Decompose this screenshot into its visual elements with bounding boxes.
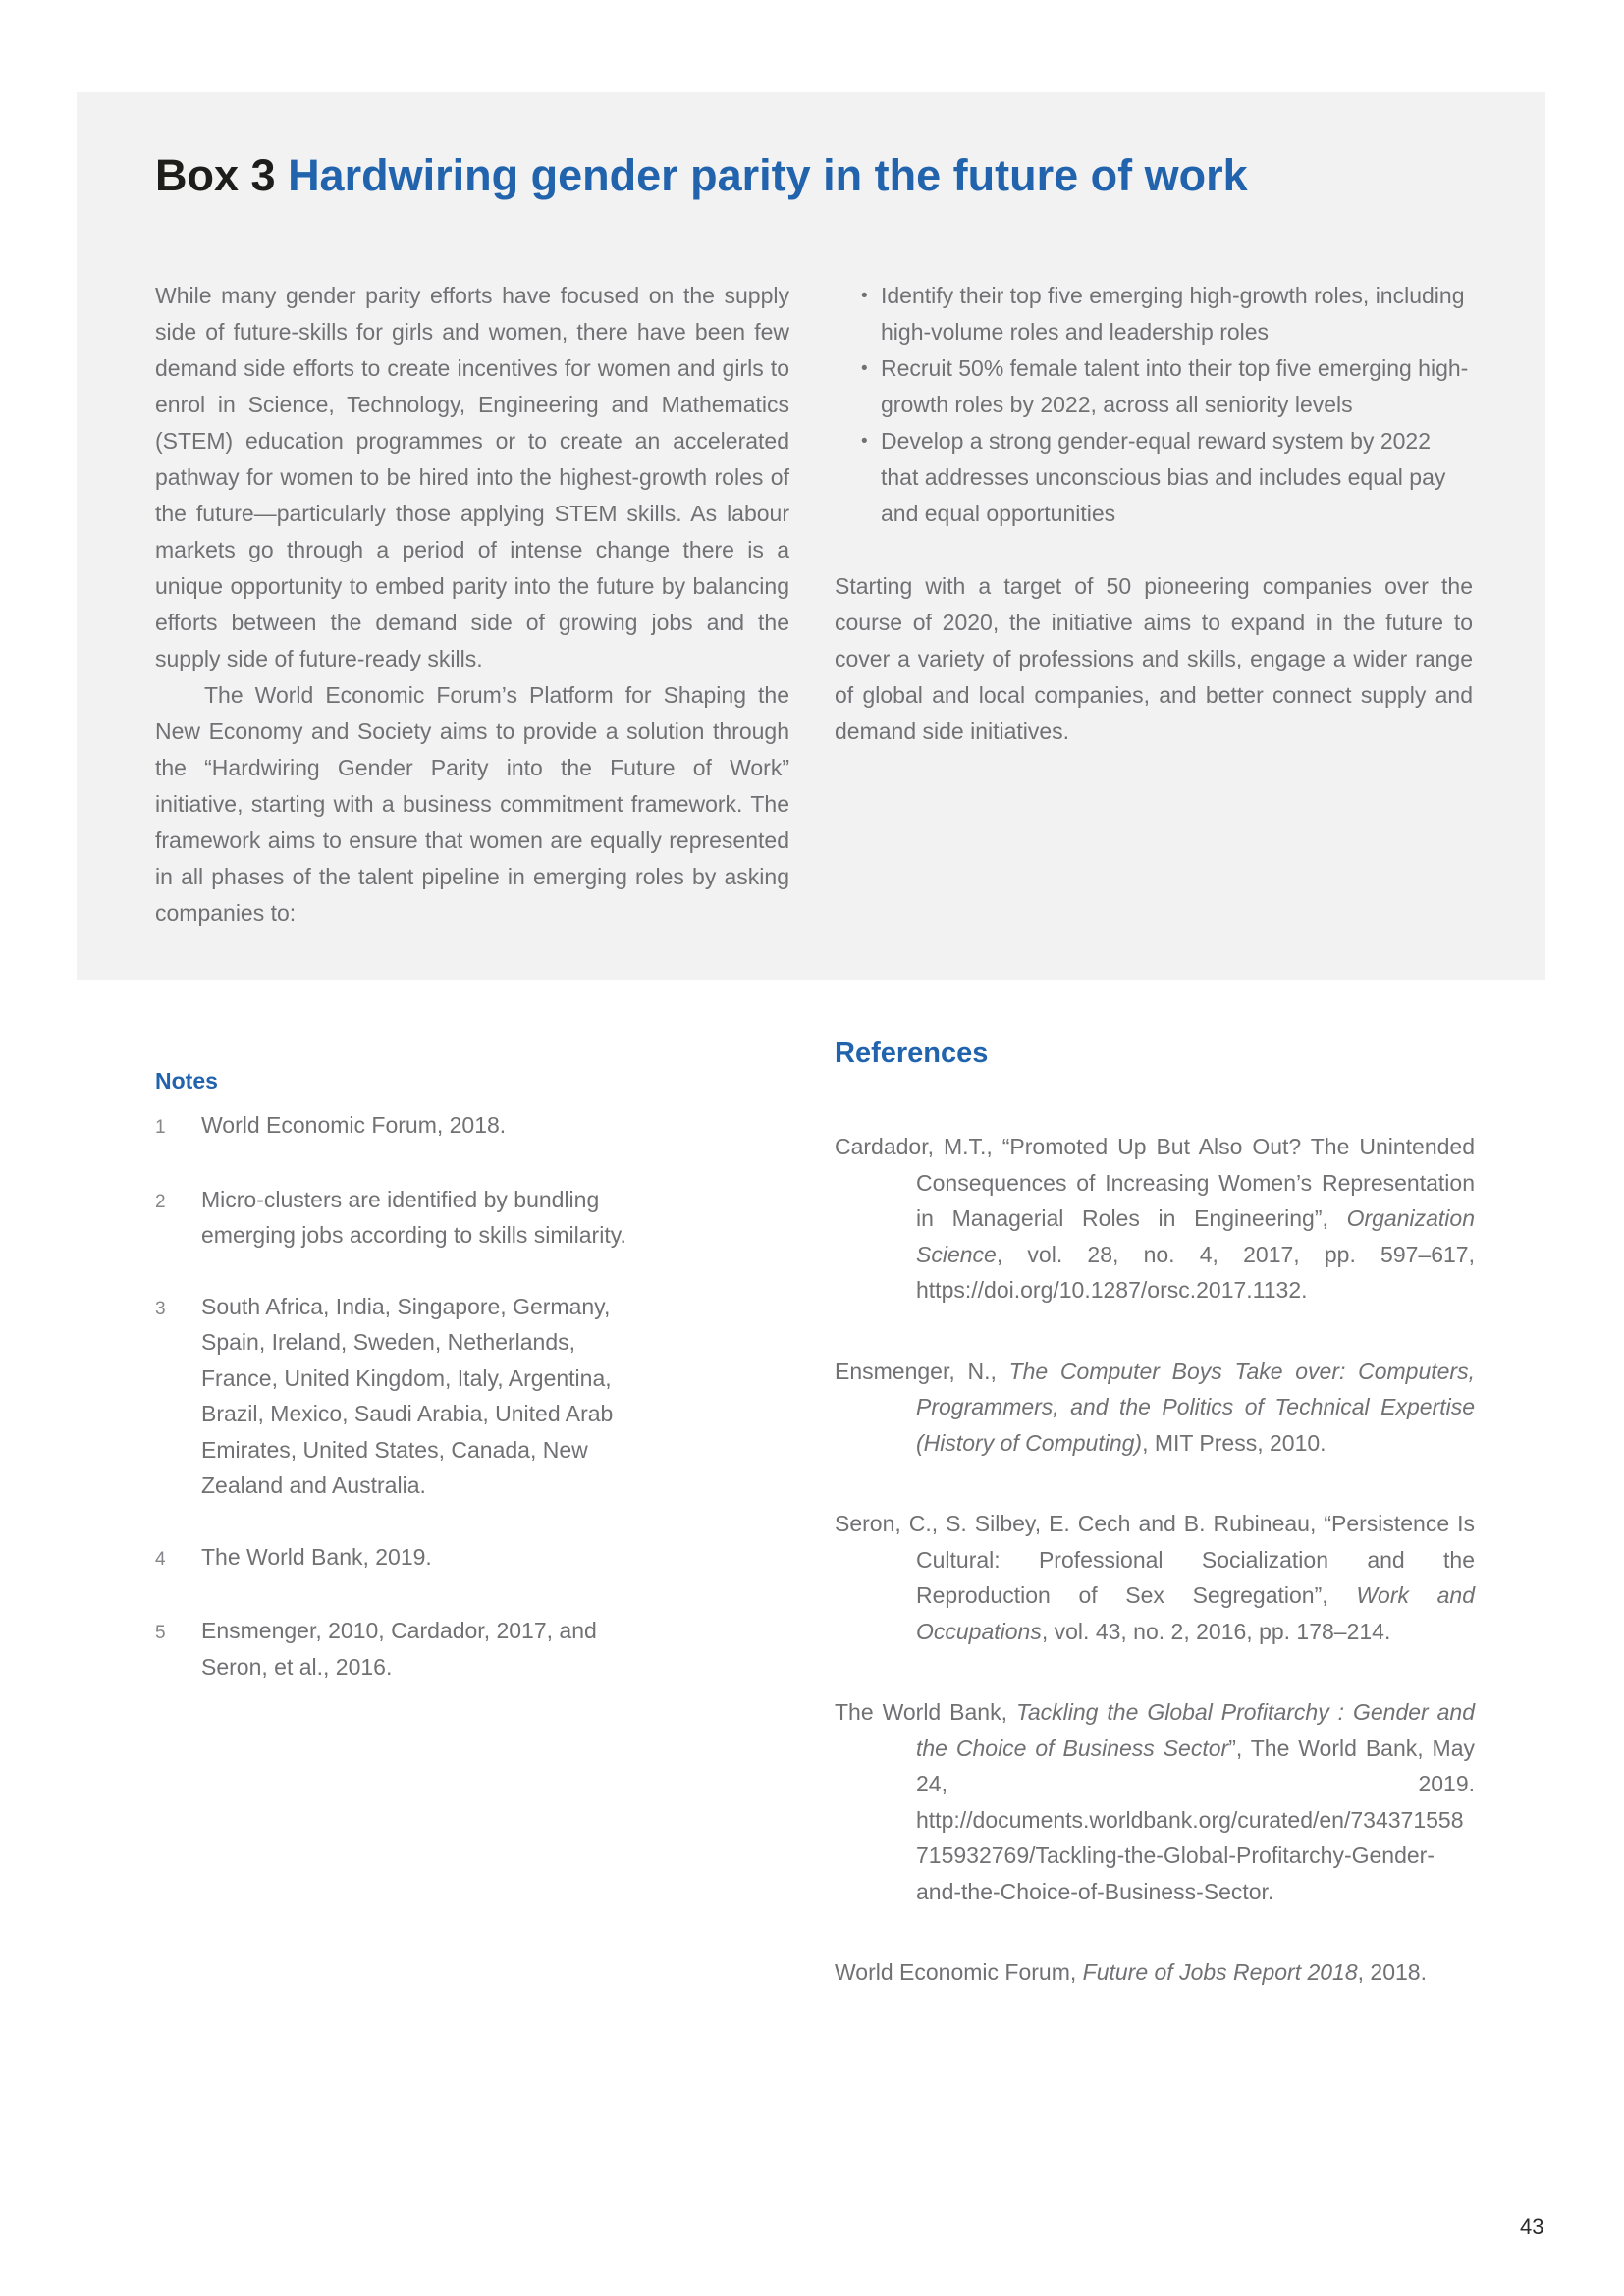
reference-text: Cardador, M.T., “Promoted Up But Also Out? The Unintended Consequences of Increasing Women’s Representation in Managerial Roles in Engineering”, bbox=[835, 1134, 1475, 1231]
bullet-list bbox=[835, 278, 1473, 532]
bullet-text: Identify their top five emerging high-growth roles, including high-volume roles and leadership roles bbox=[881, 283, 1465, 345]
box-paragraph-3: Starting with a target of 50 pioneering companies over the course of 2020, the initiative aims to expand in the future to cover a variety of professions and skills, engage a wider range of global and local companies, and better connect supply and demand side initiatives. bbox=[835, 573, 1473, 744]
box-column-right bbox=[835, 278, 1473, 750]
reference-item bbox=[835, 1354, 1475, 1462]
notes-list bbox=[155, 1107, 656, 1684]
page-number: 43 bbox=[1520, 2215, 1544, 2239]
references-list bbox=[835, 1129, 1475, 1991]
box-paragraph-1: While many gender parity efforts have focused on the supply side of future-skills for girls and women, there have been few demand side efforts to create incentives for women and girls to enrol in Science, Technology, Engineering and Mathematics (STEM) education programmes or to create an accelerated pathway for women to be hired into the highest-growth roles of the future—particularly those applying STEM skills. As labour markets go through a period of intense change there is a unique opportunity to embed parity into the future by balancing efforts between the demand side of growing jobs and the supply side of future-ready skills. bbox=[155, 283, 789, 671]
reference-item bbox=[835, 1694, 1475, 1909]
note-number: 5 bbox=[155, 1623, 166, 1643]
references-section bbox=[835, 1035, 1475, 2036]
bullet-icon: • bbox=[861, 286, 868, 306]
reference-text: ”, The World Bank, May 24, 2019. http://documents.worldbank.org/curated/en/734371558715932769/Tackling-the-Global-Profitarchy-Gender-and-the-Choice-of-Business-Sector. bbox=[916, 1735, 1475, 1904]
reference-item bbox=[835, 1506, 1475, 1649]
note-number: 4 bbox=[155, 1548, 166, 1570]
reference-text: World Economic Forum, bbox=[835, 1959, 1083, 1985]
bullet-item bbox=[835, 423, 1473, 532]
note-text: Ensmenger, 2010, Cardador, 2017, and Seron, et al., 2016. bbox=[201, 1618, 597, 1680]
reference-text: , MIT Press, 2010. bbox=[1142, 1429, 1326, 1456]
note-number: 2 bbox=[155, 1191, 166, 1212]
reference-text: , 2018. bbox=[1357, 1959, 1427, 1985]
reference-item bbox=[835, 1954, 1475, 1991]
note-number: 1 bbox=[155, 1117, 166, 1138]
bullet-item bbox=[835, 350, 1473, 423]
note-item bbox=[155, 1539, 656, 1578]
references-heading: References bbox=[835, 1038, 989, 1069]
box-title bbox=[155, 150, 1248, 201]
reference-title-italic: Future of Jobs Report 2018 bbox=[1082, 1959, 1358, 1985]
reference-text: , vol. 43, no. 2, 2016, pp. 178–214. bbox=[1041, 1618, 1391, 1644]
notes-heading: Notes bbox=[155, 1068, 218, 1094]
bullet-item bbox=[835, 278, 1473, 350]
box-column-left bbox=[155, 278, 789, 932]
note-text: World Economic Forum, 2018. bbox=[201, 1112, 507, 1138]
reference-text: , vol. 28, no. 4, 2017, pp. 597–617, https://doi.org/10.1287/orsc.2017.1132. bbox=[916, 1241, 1475, 1303]
reference-text: Seron, C., S. Silbey, E. Cech and B. Rubineau, “Persistence Is Cultural: Professional Socialization and the Reproduction of Sex Segregation”, bbox=[835, 1511, 1475, 1608]
reference-text: The World Bank, bbox=[835, 1699, 1016, 1725]
note-text: Micro-clusters are identified by bundling emerging jobs according to skills similarity. bbox=[201, 1186, 626, 1248]
note-item bbox=[155, 1107, 656, 1147]
notes-section bbox=[155, 1066, 656, 1720]
bullet-text: Develop a strong gender-equal reward system by 2022 that addresses unconscious bias and includes equal pay and equal opportunities bbox=[881, 428, 1446, 526]
note-item bbox=[155, 1613, 656, 1684]
reference-title-italic: Organization Science bbox=[916, 1205, 1475, 1267]
note-number: 3 bbox=[155, 1298, 166, 1319]
bullet-icon: • bbox=[861, 431, 868, 452]
box-paragraph-2: The World Economic Forum’s Platform for Shaping the New Economy and Society aims to provide a solution through the “Hardwiring Gender Parity into the Future of Work” initiative, starting with a business commitment framework. The framework aims to ensure that women are equally represented in all phases of the talent pipeline in emerging roles by asking companies to: bbox=[155, 682, 789, 926]
note-item bbox=[155, 1289, 656, 1504]
note-item bbox=[155, 1182, 656, 1254]
box-label: Box 3 bbox=[155, 150, 276, 200]
reference-title-italic: Work and Occupations bbox=[916, 1582, 1475, 1644]
reference-item bbox=[835, 1129, 1475, 1308]
note-text: South Africa, India, Singapore, Germany, Spain, Ireland, Sweden, Netherlands, France, United Kingdom, Italy, Argentina, Brazil, Mexico, Saudi Arabia, United Arab Emirates, United States, Canada, New Zealand and Australia. bbox=[201, 1293, 614, 1498]
bullet-icon: • bbox=[861, 358, 868, 379]
box-title-text: Hardwiring gender parity in the future of work bbox=[288, 150, 1248, 200]
note-text: The World Bank, 2019. bbox=[201, 1543, 432, 1570]
reference-title-italic: The Computer Boys Take over: Computers, Programmers, and the Politics of Technical Expertise (History of Computing) bbox=[916, 1358, 1475, 1456]
bullet-text: Recruit 50% female talent into their top five emerging high-growth roles by 2022, across all seniority levels bbox=[881, 355, 1469, 417]
reference-text: Ensmenger, N., bbox=[835, 1358, 1009, 1384]
reference-title-italic: Tackling the Global Profitarchy : Gender and the Choice of Business Sector bbox=[916, 1699, 1476, 1761]
